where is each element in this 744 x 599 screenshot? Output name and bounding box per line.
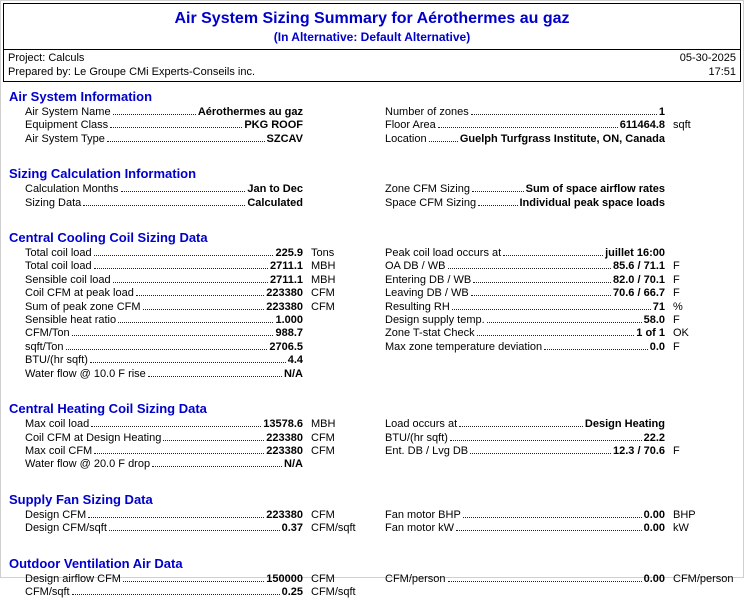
- row-value: 70.6 / 66.7: [613, 287, 665, 300]
- dot-leader: [472, 191, 524, 192]
- row-label: BTU/(hr sqft): [25, 354, 88, 367]
- row-label: Coil CFM at Design Heating: [25, 431, 162, 444]
- row-label: Sensible heat ratio: [25, 314, 117, 327]
- row-value: Individual peak space loads: [519, 196, 665, 209]
- row-unit: CFM/sqft: [311, 585, 356, 598]
- row-unit: F: [673, 314, 680, 327]
- data-row: [385, 341, 735, 354]
- row-value: N/A: [284, 458, 303, 471]
- row-value: 2706.5: [269, 340, 303, 353]
- row-value: 0.25: [281, 585, 303, 598]
- dot-leader: [163, 440, 264, 441]
- data-row: [385, 573, 735, 586]
- row-value: 71: [652, 300, 665, 313]
- row-label: OA DB / WB: [385, 260, 446, 273]
- row-label: Water flow @ 10.0 F rise: [25, 367, 146, 380]
- section-central-cooling-coil-sizing-data: [9, 229, 735, 381]
- dot-leader: [471, 295, 611, 296]
- row-value: Design Heating: [584, 418, 665, 431]
- data-row: [9, 445, 359, 458]
- dot-leader: [110, 127, 242, 128]
- report-time: 17:51: [708, 66, 736, 78]
- row-label: Fan motor kW: [385, 522, 455, 535]
- dot-leader: [118, 322, 273, 323]
- row-label: Design CFM/sqft: [25, 522, 107, 535]
- dot-leader: [463, 517, 642, 518]
- row-unit: CFM: [311, 508, 335, 521]
- row-label: Max zone temperature deviation: [385, 340, 543, 353]
- row-value: 1 of 1: [636, 327, 665, 340]
- dot-leader: [90, 362, 286, 363]
- dot-leader: [487, 322, 642, 323]
- data-row: [9, 354, 359, 367]
- row-value: 1.000: [275, 314, 303, 327]
- row-value: 0.00: [643, 572, 665, 585]
- section-heading: Air System Information: [9, 89, 153, 104]
- dot-leader: [477, 335, 635, 336]
- row-unit: CFM: [311, 444, 335, 457]
- row-value: 988.7: [275, 327, 303, 340]
- row-label: Number of zones: [385, 106, 469, 118]
- row-value: 1: [658, 106, 665, 118]
- dot-leader: [148, 376, 282, 377]
- row-value: 0.0: [649, 340, 665, 353]
- dot-leader: [544, 349, 648, 350]
- row-label: BTU/(hr sqft): [385, 431, 448, 444]
- dot-leader: [438, 127, 618, 128]
- dot-leader: [109, 530, 280, 531]
- data-row: [385, 260, 735, 273]
- row-value: 13578.6: [263, 418, 303, 431]
- row-unit: CFM/sqft: [311, 522, 356, 535]
- row-label: Peak coil load occurs at: [385, 247, 502, 260]
- data-row: [9, 197, 359, 210]
- row-unit: OK: [673, 327, 689, 340]
- row-value: 85.6 / 71.1: [613, 260, 665, 273]
- dot-leader: [94, 268, 268, 269]
- dot-leader: [470, 453, 611, 454]
- column-right: [385, 106, 735, 146]
- row-value: 12.3 / 70.6: [613, 444, 665, 457]
- data-row: [9, 314, 359, 327]
- row-label: Air System Type: [25, 132, 105, 145]
- row-label: Calculation Months: [25, 183, 119, 196]
- dot-leader: [88, 517, 264, 518]
- dot-leader: [456, 530, 642, 531]
- section-columns: [9, 573, 735, 599]
- row-label: Zone T-stat Check: [385, 327, 475, 340]
- data-row: [9, 327, 359, 340]
- row-label: Design airflow CFM: [25, 572, 121, 585]
- data-row: [9, 432, 359, 445]
- row-label: Max coil load: [25, 418, 90, 431]
- row-unit: Tons: [311, 247, 335, 260]
- dot-leader: [429, 141, 458, 142]
- row-value: SZCAV: [266, 132, 303, 145]
- data-row: [385, 133, 735, 146]
- data-row: [9, 418, 359, 431]
- dot-leader: [113, 114, 196, 115]
- dot-leader: [452, 309, 651, 310]
- row-unit: sqft: [673, 119, 691, 132]
- row-label: Sizing Data: [25, 196, 82, 209]
- page-subtitle: (In Alternative: Default Alternative): [273, 30, 471, 44]
- row-label: Air System Name: [25, 106, 111, 118]
- dot-leader: [478, 205, 517, 206]
- row-unit: MBH: [311, 260, 336, 273]
- data-row: [9, 341, 359, 354]
- row-label: Total coil load: [25, 260, 92, 273]
- row-label: Ent. DB / Lvg DB: [385, 444, 469, 457]
- row-value: Guelph Turfgrass Institute, ON, Canada: [459, 132, 665, 145]
- data-row: [385, 197, 735, 210]
- row-value: PKG ROOF: [244, 119, 303, 132]
- row-label: Coil CFM at peak load: [25, 287, 134, 300]
- row-unit: CFM: [311, 572, 335, 585]
- data-row: [385, 314, 735, 327]
- row-label: CFM/sqft: [25, 585, 70, 598]
- data-row: [9, 301, 359, 314]
- row-value: 223380: [266, 300, 303, 313]
- dot-leader: [448, 581, 642, 582]
- dot-leader: [471, 114, 657, 115]
- title-area: [4, 4, 740, 50]
- dot-leader: [66, 349, 268, 350]
- row-value: 223380: [266, 287, 303, 300]
- section-heading: Outdoor Ventilation Air Data: [9, 555, 183, 571]
- data-row: [9, 119, 359, 132]
- dot-leader: [123, 581, 264, 582]
- row-unit: kW: [673, 522, 689, 535]
- data-row: [385, 445, 735, 458]
- section-heading: Sizing Calculation Information: [9, 166, 197, 182]
- row-unit: CFM/person: [673, 572, 734, 585]
- row-value: 225.9: [275, 247, 303, 260]
- dot-leader: [448, 268, 611, 269]
- data-row: [9, 458, 359, 471]
- data-row: [9, 274, 359, 287]
- data-row: [9, 106, 359, 119]
- row-value: Aérothermes au gaz: [197, 106, 303, 118]
- column-right: [385, 183, 735, 210]
- row-unit: F: [673, 287, 680, 300]
- report-date: 05-30-2025: [679, 52, 736, 64]
- data-row: [385, 247, 735, 260]
- data-row: [9, 368, 359, 381]
- column-left: [9, 183, 359, 210]
- dot-leader: [72, 594, 280, 595]
- row-value: 0.00: [643, 508, 665, 521]
- row-label: Design CFM: [25, 508, 87, 521]
- row-label: Water flow @ 20.0 F drop: [25, 458, 151, 471]
- data-row: [385, 301, 735, 314]
- row-label: CFM/person: [385, 572, 446, 585]
- data-row: [9, 183, 359, 196]
- data-row: [385, 183, 735, 196]
- data-row: [385, 432, 735, 445]
- row-label: Resulting RH: [385, 300, 450, 313]
- row-unit: CFM: [311, 431, 335, 444]
- row-value: 0.00: [643, 522, 665, 535]
- row-unit: F: [673, 444, 680, 457]
- section-sizing-calculation-information: [9, 165, 735, 210]
- data-row: [385, 287, 735, 300]
- dot-leader: [503, 255, 603, 256]
- data-row: [385, 522, 735, 535]
- dot-leader: [136, 295, 264, 296]
- data-row: [9, 287, 359, 300]
- column-left: [9, 509, 359, 536]
- row-unit: CFM: [311, 287, 335, 300]
- row-label: Entering DB / WB: [385, 273, 472, 286]
- section-central-heating-coil-sizing-data: [9, 400, 735, 472]
- section-columns: [9, 418, 735, 472]
- row-label: sqft/Ton: [25, 340, 64, 353]
- row-value: 58.0: [643, 314, 665, 327]
- row-unit: BHP: [673, 508, 696, 521]
- row-unit: F: [673, 340, 680, 353]
- dot-leader: [107, 141, 265, 142]
- row-label: Zone CFM Sizing: [385, 183, 470, 196]
- section-outdoor-ventilation-air-data: [9, 555, 735, 599]
- section-heading: Central Heating Coil Sizing Data: [9, 401, 207, 417]
- row-value: Sum of space airflow rates: [525, 183, 665, 196]
- row-value: N/A: [284, 367, 303, 380]
- column-left: [9, 247, 359, 381]
- row-value: 223380: [266, 444, 303, 457]
- data-row: [385, 119, 735, 132]
- data-row: [385, 106, 735, 119]
- row-value: 4.4: [287, 354, 303, 367]
- row-unit: MBH: [311, 418, 336, 431]
- row-label: Max coil CFM: [25, 444, 93, 457]
- column-left: [9, 573, 359, 599]
- data-row: [385, 274, 735, 287]
- row-value: 2711.1: [269, 260, 303, 273]
- row-unit: F: [673, 260, 680, 273]
- row-label: Fan motor BHP: [385, 508, 461, 521]
- dot-leader: [113, 282, 268, 283]
- dot-leader: [450, 440, 642, 441]
- dot-leader: [94, 453, 264, 454]
- dot-leader: [473, 282, 611, 283]
- row-label: Leaving DB / WB: [385, 287, 469, 300]
- row-label: Total coil load: [25, 247, 92, 260]
- dot-leader: [91, 426, 261, 427]
- section-columns: [9, 247, 735, 381]
- dot-leader: [143, 309, 265, 310]
- data-row: [9, 260, 359, 273]
- section-air-system-information: [9, 88, 735, 146]
- page-title: Air System Sizing Summary for Aérothermes au gaz: [174, 10, 570, 27]
- project-label: Project: Calculs: [8, 52, 85, 64]
- row-value: 611464.8: [619, 119, 665, 132]
- data-row: [9, 573, 359, 586]
- section-columns: [9, 106, 735, 146]
- report-header: [3, 3, 741, 82]
- prepared-by-label: Prepared by: Le Groupe CMi Experts-Conseils inc.: [8, 66, 255, 78]
- data-row: [9, 586, 359, 599]
- row-label: Location: [385, 132, 427, 145]
- row-value: 82.0 / 70.1: [613, 273, 665, 286]
- data-row: [9, 133, 359, 146]
- row-value: 223380: [266, 431, 303, 444]
- section-heading: Supply Fan Sizing Data: [9, 491, 153, 507]
- data-row: [9, 247, 359, 260]
- row-value: 2711.1: [269, 273, 303, 286]
- data-row: [385, 418, 735, 431]
- column-right: [385, 509, 735, 536]
- meta-row-project: [8, 51, 736, 65]
- row-label: Equipment Class: [25, 119, 109, 132]
- row-value: 150000: [266, 572, 303, 585]
- dot-leader: [152, 466, 282, 467]
- section-columns: [9, 183, 735, 210]
- row-value: Calculated: [247, 196, 303, 209]
- section-supply-fan-sizing-data: [9, 491, 735, 536]
- section-columns: [9, 509, 735, 536]
- row-unit: F: [673, 273, 680, 286]
- row-label: CFM/Ton: [25, 327, 70, 340]
- row-label: Sum of peak zone CFM: [25, 300, 141, 313]
- row-unit: %: [673, 300, 683, 313]
- column-left: [9, 418, 359, 472]
- row-value: juillet 16:00: [605, 247, 665, 260]
- row-unit: MBH: [311, 273, 336, 286]
- row-unit: CFM: [311, 300, 335, 313]
- column-left: [9, 106, 359, 146]
- column-right: [385, 418, 735, 472]
- dot-leader: [94, 255, 274, 256]
- row-label: Floor Area: [385, 119, 436, 132]
- data-row: [9, 509, 359, 522]
- row-value: Jan to Dec: [247, 183, 303, 196]
- dot-leader: [121, 191, 246, 192]
- data-row: [385, 509, 735, 522]
- report-body: [3, 82, 741, 599]
- row-label: Sensible coil load: [25, 273, 111, 286]
- row-value: 22.2: [643, 431, 665, 444]
- data-row: [385, 327, 735, 340]
- row-label: Load occurs at: [385, 418, 458, 431]
- dot-leader: [459, 426, 583, 427]
- column-right: [385, 247, 735, 381]
- data-row: [9, 522, 359, 535]
- row-value: 223380: [266, 508, 303, 521]
- dot-leader: [83, 205, 245, 206]
- header-meta: [4, 50, 740, 81]
- section-heading: Central Cooling Coil Sizing Data: [9, 230, 208, 246]
- meta-row-prepared-by: [8, 65, 736, 79]
- column-right: [385, 573, 735, 599]
- dot-leader: [72, 335, 274, 336]
- row-label: Design supply temp.: [385, 314, 485, 327]
- row-label: Space CFM Sizing: [385, 196, 477, 209]
- row-value: 0.37: [281, 522, 303, 535]
